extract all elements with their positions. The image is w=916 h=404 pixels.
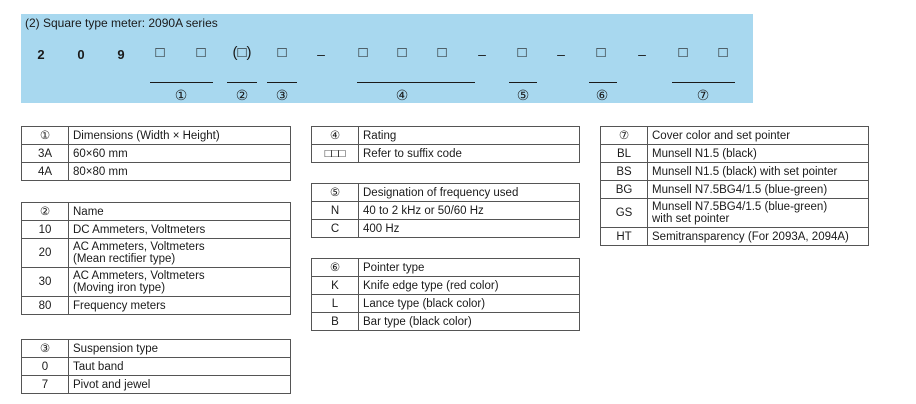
model-code-banner [21,14,753,103]
table-cell: BL [601,145,648,163]
table-cell: N [312,202,359,220]
cell-line: AC Ammeters, Voltmeters [73,241,205,253]
group-underline [227,82,257,83]
table-cell: Taut band [69,358,291,376]
group-number: ③ [275,87,289,103]
table-cell: K [312,277,359,295]
table-row [312,145,580,163]
table-cell: Name [69,203,291,221]
table-cell: BG [601,181,648,199]
group-underline [509,82,537,83]
pointer-table [311,258,580,331]
code-placeholder: □ [397,44,407,61]
table-cell: Munsell N7.5BG4/1.5 (blue-green) [648,181,869,199]
table-cell: Refer to suffix code [359,145,580,163]
table-cell: Bar type (black color) [359,313,580,331]
cell-line: (Mean rectifier type) [73,253,176,265]
table-cell: Knife edge type (red color) [359,277,580,295]
table-cell: HT [601,228,648,246]
table-cell: L [312,295,359,313]
table-cell: 80 [22,297,69,315]
code-separator: – [317,46,325,62]
group-underline [357,82,475,83]
table-cell: Munsell N1.5 (black) with set pointer [648,163,869,181]
table-cell: ① [22,127,69,145]
table-cell: Suspension type [69,340,291,358]
table-row [22,376,291,394]
code-placeholder: □ [155,44,165,61]
group-underline [589,82,617,83]
table-header-row [22,203,291,221]
group-underline [150,82,213,83]
code-digit: 0 [77,47,85,62]
table-cell: 400 Hz [359,220,580,238]
code-placeholder: □ [596,44,606,61]
code-separator: – [478,46,486,62]
table-header-row [22,340,291,358]
table-cell [648,199,869,228]
code-placeholder: □ [678,44,688,61]
table-cell: □□□ [312,145,359,163]
table-row [312,295,580,313]
table-cell: Designation of frequency used [359,184,580,202]
table-cell [69,268,291,297]
table-cell: ⑦ [601,127,648,145]
group-number: ⑥ [595,87,609,103]
frequency-table [311,183,580,238]
table-row [22,145,291,163]
table-header-row [312,127,580,145]
table-row [22,239,291,268]
table-cell: ⑤ [312,184,359,202]
table-cell: ⑥ [312,259,359,277]
table-row [22,163,291,181]
table-cell: BS [601,163,648,181]
table-cell: 4A [22,163,69,181]
table-row [22,268,291,297]
table-cell: 10 [22,221,69,239]
table-cell: B [312,313,359,331]
code-placeholder: □ [196,44,206,61]
table-row [601,199,869,228]
table-cell: 80×80 mm [69,163,291,181]
cover-color-table [600,126,869,246]
group-number: ② [235,87,249,103]
table-cell: 40 to 2 kHz or 50/60 Hz [359,202,580,220]
table-row [22,358,291,376]
table-header-row [22,127,291,145]
table-cell: 3A [22,145,69,163]
code-placeholder: □ [437,44,447,61]
table-cell: ④ [312,127,359,145]
table-cell: Dimensions (Width × Height) [69,127,291,145]
table-cell: 30 [22,268,69,297]
table-cell: Pointer type [359,259,580,277]
table-cell: ② [22,203,69,221]
code-placeholder: □ [517,44,527,61]
section-title: (2) Square type meter: 2090A series [25,16,218,30]
code-digit: 2 [37,47,45,62]
dimensions-table [21,126,291,181]
code-separator: – [638,46,646,62]
group-underline [267,82,297,83]
code-separator: – [557,46,565,62]
table-cell: 20 [22,239,69,268]
code-placeholder: □ [718,44,728,61]
table-cell: C [312,220,359,238]
group-number: ⑤ [516,87,530,103]
table-row [312,220,580,238]
code-placeholder-optional: (□) [232,44,252,61]
group-number: ⑦ [696,87,710,103]
table-row [22,297,291,315]
table-row [312,277,580,295]
code-placeholder: □ [277,44,287,61]
table-row [312,202,580,220]
table-header-row [312,184,580,202]
table-row [22,221,291,239]
table-row [601,228,869,246]
table-row [601,163,869,181]
cell-line: (Moving iron type) [73,282,166,294]
table-cell: Frequency meters [69,297,291,315]
table-cell: 7 [22,376,69,394]
group-underline [672,82,735,83]
table-cell: ③ [22,340,69,358]
cell-line: Munsell N7.5BG4/1.5 (blue-green) [652,201,828,213]
cell-line: with set pointer [652,213,730,225]
code-placeholder: □ [358,44,368,61]
table-cell: Semitransparency (For 2093A, 2094A) [648,228,869,246]
suspension-table [21,339,291,394]
cell-line: AC Ammeters, Voltmeters [73,270,205,282]
table-header-row [312,259,580,277]
table-cell: Rating [359,127,580,145]
table-row [601,181,869,199]
table-cell: DC Ammeters, Voltmeters [69,221,291,239]
table-cell: Munsell N1.5 (black) [648,145,869,163]
name-table [21,202,291,315]
code-digit: 9 [117,47,125,62]
table-cell: 0 [22,358,69,376]
table-cell: GS [601,199,648,228]
group-number: ④ [395,87,409,103]
group-number: ① [174,87,188,103]
table-cell: Lance type (black color) [359,295,580,313]
table-cell: Pivot and jewel [69,376,291,394]
table-cell: Cover color and set pointer [648,127,869,145]
table-cell [69,239,291,268]
table-row [601,145,869,163]
table-row [312,313,580,331]
rating-table [311,126,580,163]
table-cell: 60×60 mm [69,145,291,163]
table-header-row [601,127,869,145]
